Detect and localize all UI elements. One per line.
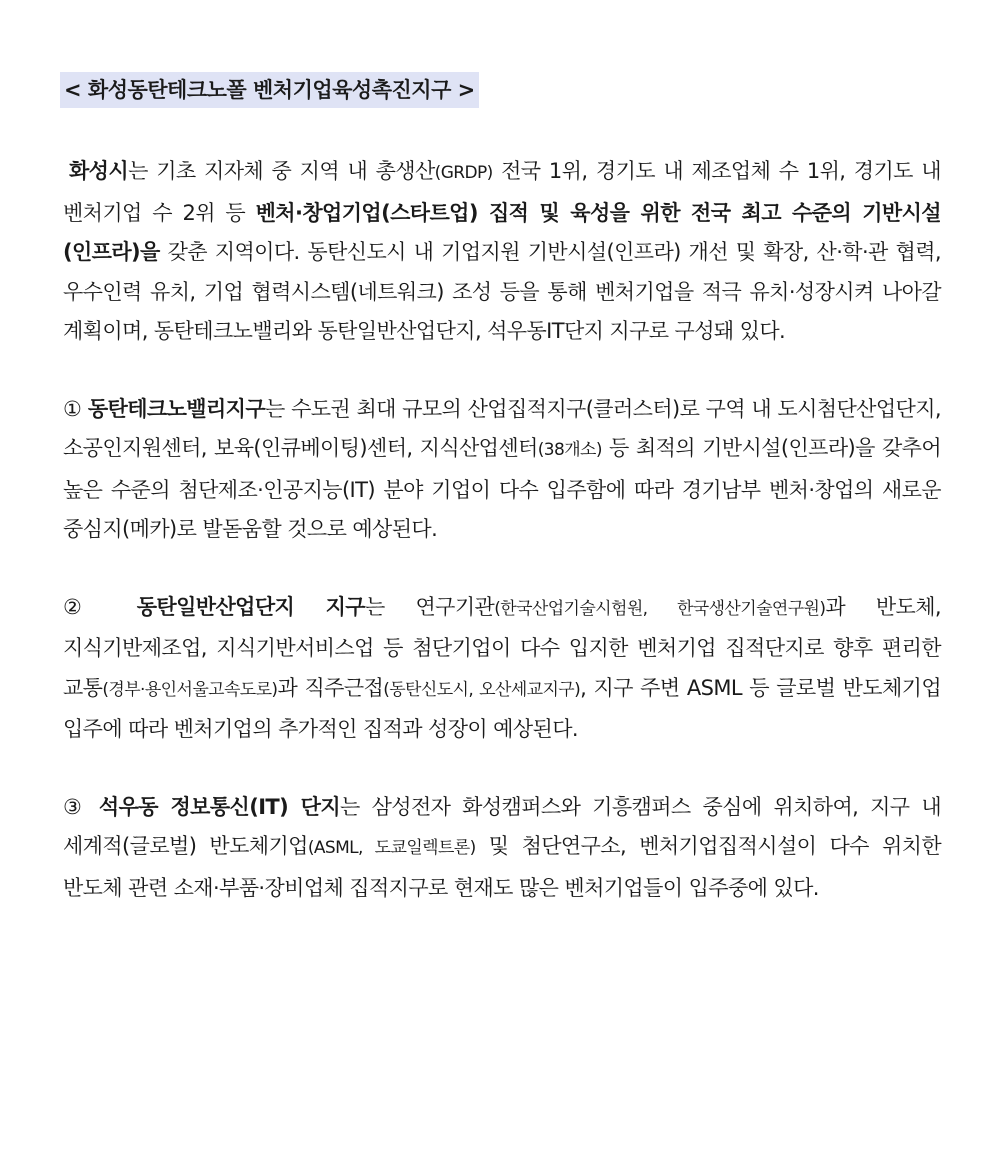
section-3-paragraph [63,788,941,909]
section-2-text-3: 과 직주근접 [277,675,384,700]
section-3-small-1: (ASML, 도쿄일렉트론) [307,838,476,858]
intro-small-1: (GRDP) [434,163,493,183]
section-2-number: ② [63,594,137,619]
section-2-text-2: 과 반도체, 지식기반제조업, 지식기반서비스업 등 첨단기업이 다수 입지한 벤처기업 집적단지로 향후 편리한 교통 [63,594,941,700]
section-2-small-2: (경부·용인서울고속도로) [102,679,278,700]
section-1-title: 동탄테크노밸리지구 [87,396,266,421]
section-2-small-1: (한국산업기술시험원, 한국생산기술연구원) [494,598,826,619]
section-3-number: ③ [63,794,99,819]
intro-text-2: 전국 1위, 경기도 내 제조업체 수 1위, 경기도 내 벤처기업 수 2위 등 [63,159,941,225]
section-2-paragraph [63,588,941,750]
section-1-text-2: 등 최적의 기반시설(인프라)을 갖추어 높은 수준의 첨단제조·인공지능(IT) 분야 기업이 다수 입주함에 따라 경기남부 벤처·창업의 새로운 중심지(메카)로 발돋움할 것으로 예상된다. [63,436,941,541]
section-2-small-3: (동탄신도시, 오산세교지구) [383,679,581,700]
section-1-paragraph [63,390,941,550]
section-1-small-1: (38개소) [537,440,602,460]
section-3-text-1: 는 삼성전자 화성캠퍼스와 기흥캠퍼스 중심에 위치하여, 지구 내 세계적(글로벌) 반도체기업 [63,794,942,858]
intro-paragraph [63,152,941,352]
section-1-text-1: 는 수도권 최대 규모의 산업집적지구(클러스터)로 구역 내 도시첨단산업단지, 소공인지원센터, 보육(인큐베이팅)센터, 지식산업센터 [63,396,941,460]
intro-bold-highlight: 벤처·창업기업(스타트업) 집적 및 육성을 위한 전국 최고 수준의 기반시설(인프라)을 [63,200,941,264]
section-2-text-4: , 지구 주변 ASML 등 글로벌 반도체기업 입주에 따라 벤처기업의 추가적인 집적과 성장이 예상된다. [63,675,941,741]
section-3-title: 석우동 정보통신(IT) 단지 [98,794,341,819]
intro-bold-subject: 화성시 [69,159,129,183]
intro-text-3: 갖춘 지역이다. 동탄신도시 내 기업지원 기반시설(인프라) 개선 및 확장, 산·학·관 협력, 우수인력 유치, 기업 협력시스템(네트워크) 조성 등을 통해 벤처기업을 적극 유치·성장시켜 나아갈 계획이며, 동탄테크노밸리와 동탄일반산업단지, 석우동IT단지 지구로 구성돼 있다. [63,240,941,343]
document-heading: < 화성동탄테크노폴 벤처기업육성촉진지구 > [60,72,479,108]
section-1-number: ① [63,396,88,421]
section-2-title: 동탄일반산업단지 지구 [136,594,365,619]
document-body [63,72,941,908]
section-3-text-2: 및 첨단연구소, 벤처기업집적시설이 다수 위치한 반도체 관련 소재·부품·장비업체 집적지구로 현재도 많은 벤처기업들이 입주중에 있다. [63,834,942,900]
section-2-text-1: 는 연구기관 [365,594,495,619]
intro-text-1: 는 기초 지자체 중 지역 내 총생산 [128,159,435,183]
